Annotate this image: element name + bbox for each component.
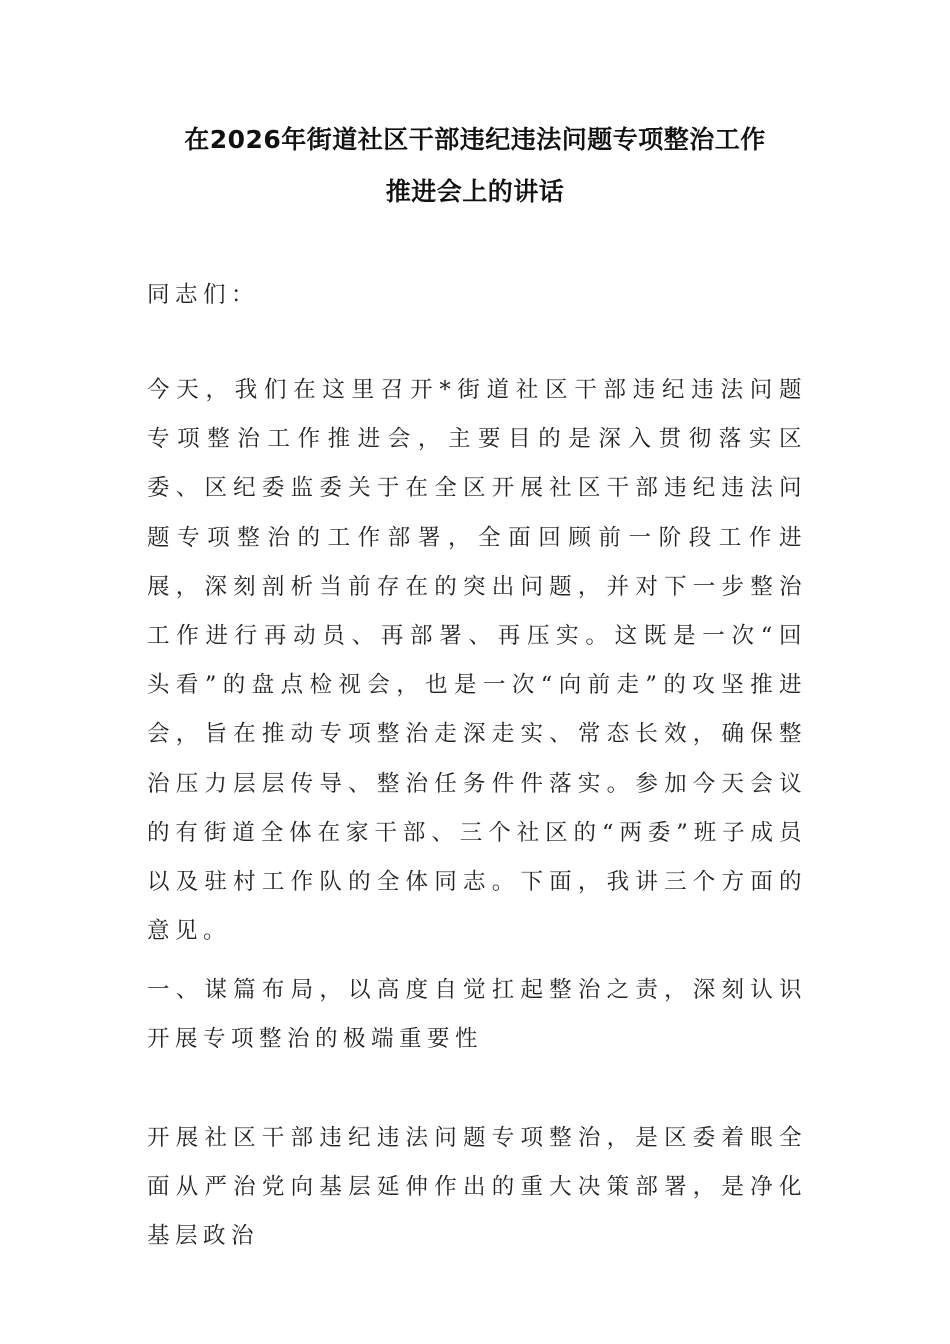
document-title-line-2: 推进会上的讲话: [385, 177, 565, 206]
document-title-line-1: 在2026年街道社区干部违纪违法问题专项整治工作: [184, 125, 766, 154]
paragraph-section-1: 开展社区干部违纪违法问题专项整治，是区委着眼全面从严治党向基层延伸作出的重大决策部署，是净化基层政治: [147, 1125, 807, 1250]
paragraph-opening: 今天，我们在这里召开*街道社区干部违纪违法问题专项整治工作推进会，主要目的是深入贯彻落实区委、区纪委监委关于在全区开展社区干部违纪违法问题专项整治的工作部署，全面回顾前一阶段工作进展，深刻剖析当前存在的突出问题，并对下一步整治工作进行再动员、再部署、再压实。这既是一次“回头看”的盘点检视会，也是一次“向前走”的攻坚推进会，旨在推动专项整治走深走实、常态长效，确保整治压力层层传导、整治任务件件落实。参加今天会议的有街道全体在家干部、三个社区的“两委”班子成员以及驻村工作队的全体同志。下面，我讲三个方面的意见。: [147, 377, 807, 945]
section-heading-1: 一、谋篇布局，以高度自觉扛起整治之责，深刻认识开展专项整治的极端重要性: [147, 977, 807, 1053]
salutation: 同志们：: [147, 282, 260, 308]
